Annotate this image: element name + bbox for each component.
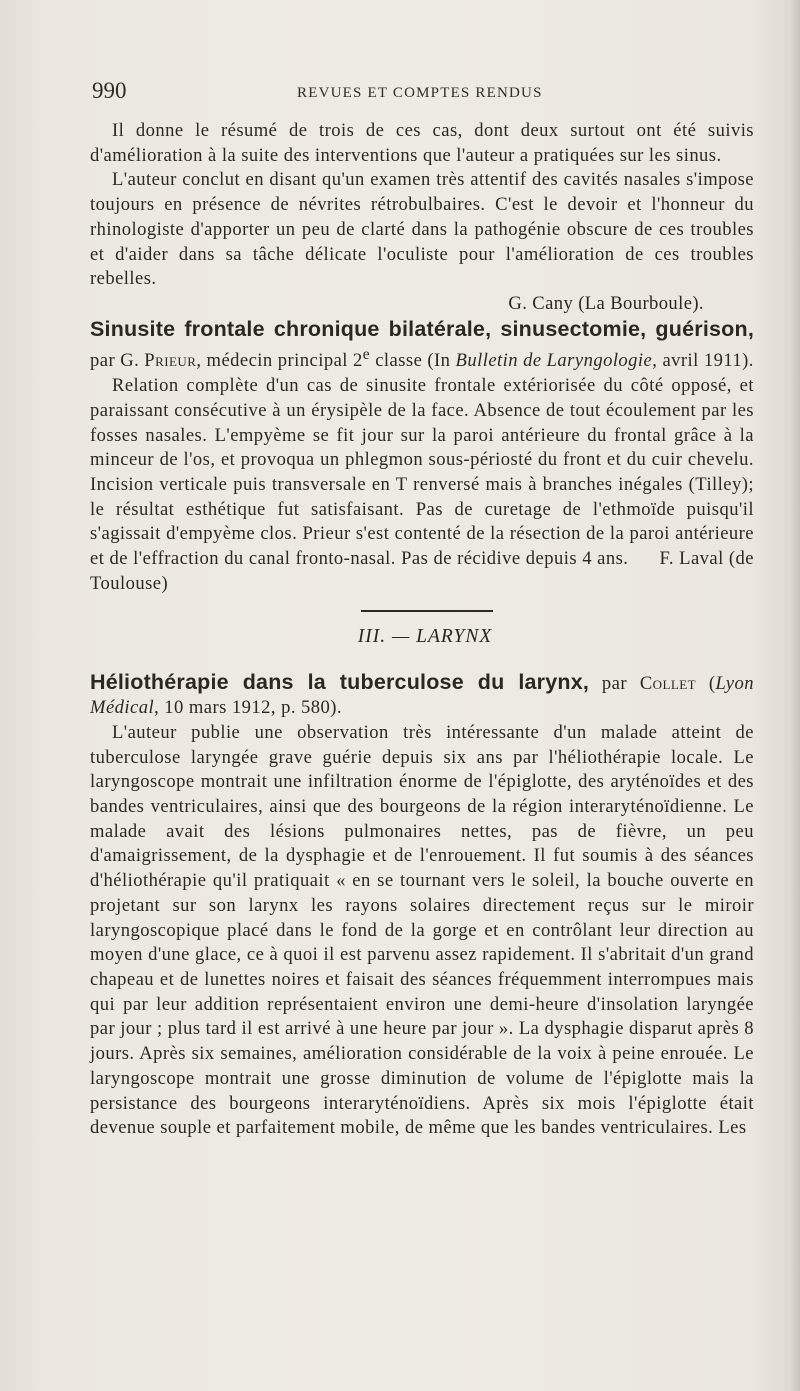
entry1-paragraph-2: L'auteur conclut en disant qu'un examen très attentif des cavités nasales s'impose toujours en présence de névrites rétrobulbaires. C'est le devoir et l'honneur du rhinologiste d'apporter un peu de clarté dans la pathogénie obscure de ces troubles et d'aider dans sa tâche délicate l'oculiste pour l'amélioration de ces troubles rebelles. [90,169,754,290]
entry3-journal: Lyon Médical [90,672,754,719]
entry2-author: Prieur [144,350,197,372]
entry3-author: Collet [639,672,697,694]
entry1-signature-text: G. Cany (La Bourboule). [508,292,704,314]
page-header [0,78,800,108]
section-heading: III. — LARYNX [357,625,493,647]
entry2-byline-post2: classe (In [370,350,456,372]
entry3-body: L'auteur publie une observation très intéressante d'un malade atteint de tuberculose laryngée grave guérie depuis six ans par l'héliothérapie locale. Le laryngoscope montrait une infiltration énorme de l'épiglotte, des aryténoïdes et des bandes ventriculaires, ainsi que des bourgeons de la région interaryténoïdienne. Le malade avait des lésions pulmonaires nettes, pas de fièvre, un peu d'amaigrissement, de la dysphagie et de l'enrouement. Il fut soumis à des séances d'héliothérapie qu'il pratiquait « en se tournant vers le soleil, la bouche ouverte en projetant sur son larynx les rayons solaires directement reçus sur le miroir laryngoscopique placé dans le fond de la gorge et en contrôlant leur direction au moyen d'une glace, ce à quoi il est parvenu assez rapidement. Il s'abritait d'un grand chapeau et de lunettes noires et faisait des séances fréquemment interrompues mais qui par leur addition représentaient environ une demi-heure d'insolation laryngée par jour ; plus tard il est arrivé à une heure par jour ». La dysphagie disparut après 8 jours. Après six semaines, amélioration considérable de la voix à peine enrouée. Le laryngoscope montrait une grosse diminution de volume de l'épiglotte mais la persistance des bourgeons interaryténoïdiens. Après six mois l'épiglotte était devenue souple et parfaitement mobile, de même que les bandes ventriculaires. Les [90,721,754,1139]
entry1-signature [90,292,754,317]
entry3-byline-pre: par [601,672,627,694]
entry3-title: Héliothérapie dans la tuberculose du larynx, [90,669,590,694]
entry2-superscript: e [362,346,371,364]
section-divider [361,610,493,612]
entry2-byline-pre: par G. [90,350,140,372]
entry2-byline-post: , médecin principal 2 [196,350,363,372]
entry2-title: Sinusite frontale chronique bilatérale, sinusectomie, guérison, [90,316,754,341]
page-number: 990 [92,78,127,103]
entry2-signature: F. Laval (de Toulouse) [90,548,755,594]
running-head: REVUES ET COMPTES RENDUS [297,85,543,101]
entry2-body [90,374,754,596]
entry3-date: , 10 mars 1912, p. 580). [154,697,343,719]
entry1-paragraph-1: Il donne le résumé de trois de ces cas, dont deux surtout ont été suivis d'amélioration à la suite des interventions que l'auteur a pratiquées sur les sinus. [90,120,754,166]
entry2-body-text: Relation complète d'un cas de sinusite frontale extériorisée du côté opposé, et paraissant consécutive à un érysipèle de la face. Absence de tout écoulement par les fosses nasales. L'empyème se fit jour sur la paroi antérieure du frontal grâce à la minceur de l'os, et provoqua un phlegmon sous-périosté du front et du cuir chevelu. Incision verticale puis transversale en T renversé mais à branches inégales (Tilley); le résultat esthétique fut satisfaisant. Pas de curetage de l'ethmoïde puisqu'il s'agissait d'empyème clos. Prieur s'est contenté de la résection de la paroi antérieure et de l'effraction du canal fronto-nasal. Pas de récidive depuis 4 ans. [90,375,754,570]
entry2-journal: Bulletin de Laryngologie [455,350,653,372]
entry2-date: , avril 1911). [652,350,754,372]
entry2-heading [68,317,754,375]
entry3-heading: Héliothérapie dans la tuberculose du larynx, par Collet (Lyon Médical, 10 mars 1912, p. 580). [90,669,754,719]
page-body [90,119,754,1141]
page-edge-shadow [790,0,800,1391]
